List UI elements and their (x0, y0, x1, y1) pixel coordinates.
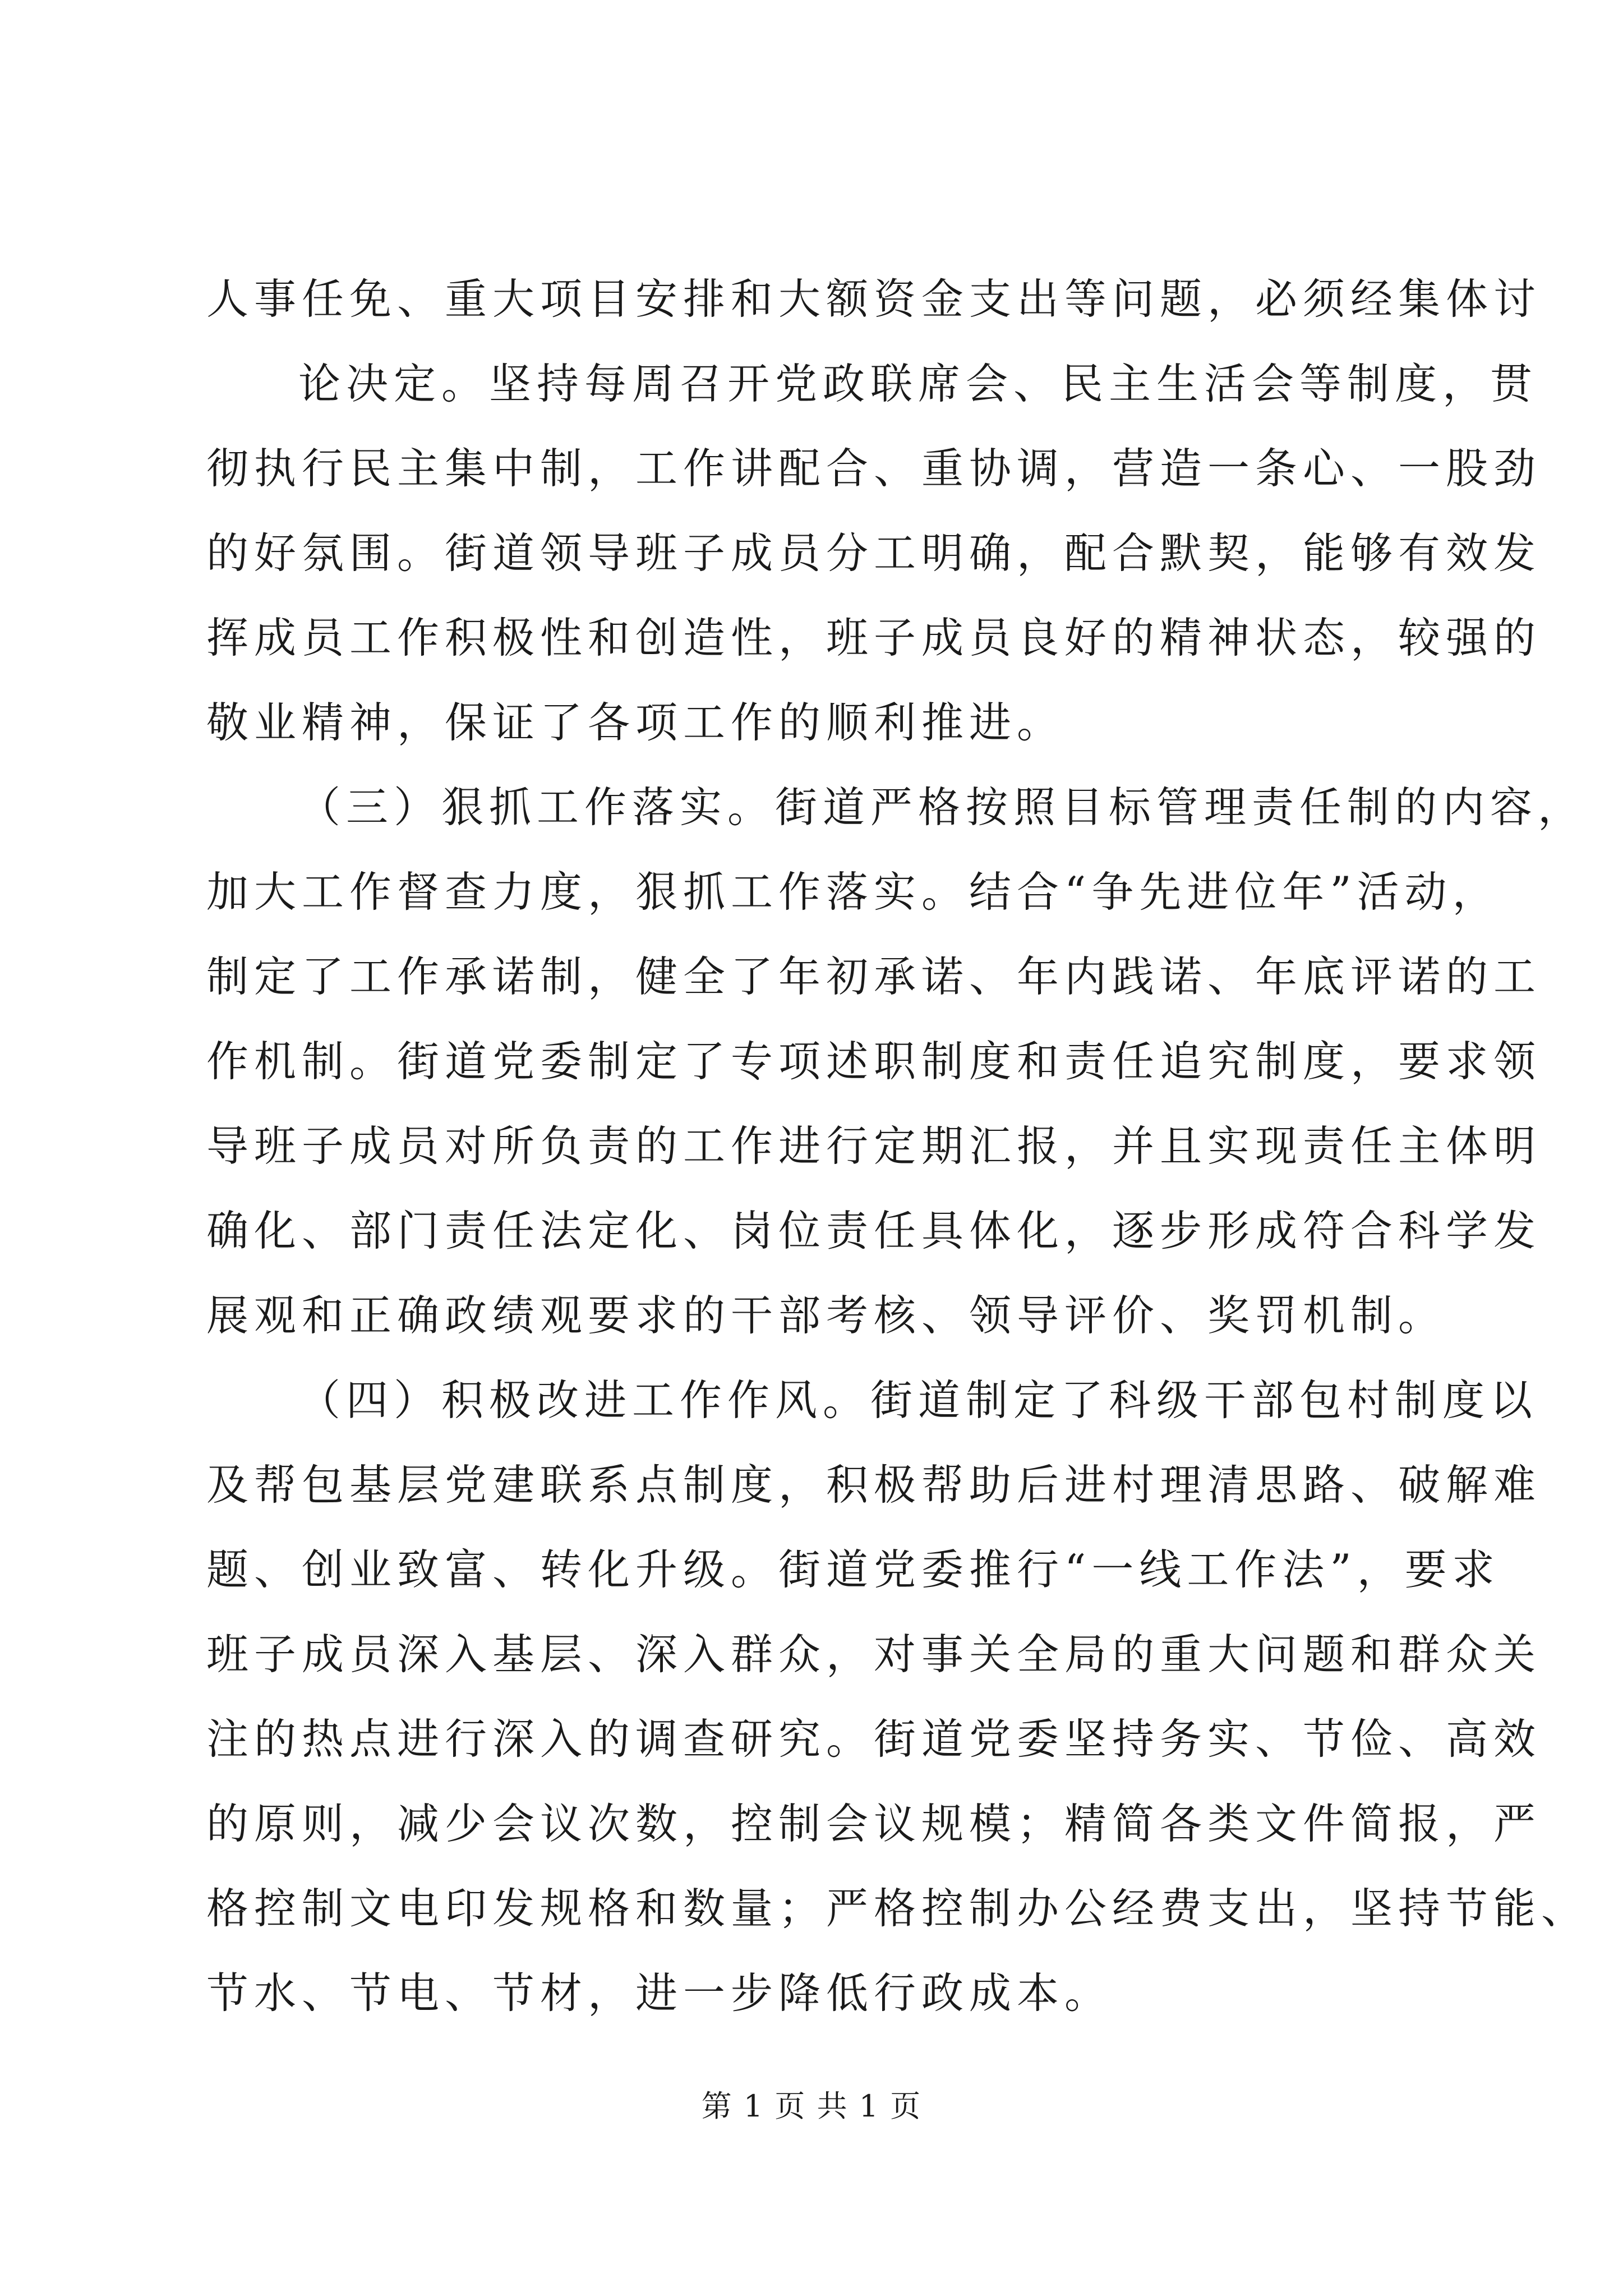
text-line: 挥成员工作积极性和创造性，班子成员良好的精神状态，较强的 (206, 613, 1542, 662)
text-line: 作机制。街道党委制定了专项述职制度和责任追究制度，要求领 (206, 1037, 1542, 1086)
text-line: 加大工作督查力度，狠抓工作落实。结合“争先进位年”活动， (206, 867, 1500, 917)
text-line: 及帮包基层党建联系点制度，积极帮助后进村理清思路、破解难 (206, 1460, 1542, 1510)
paragraph-heading-4: （四）积极改进工作作风。街道制定了科级干部包村制度以 (298, 1375, 1538, 1425)
text-line: 注的热点进行深入的调查研究。街道党委坚持务实、节俭、高效 (206, 1714, 1542, 1764)
text-line: 导班子成员对所负责的工作进行定期汇报，并且实现责任主体明 (206, 1121, 1542, 1171)
text-line: 的好氛围。街道领导班子成员分工明确，配合默契，能够有效发 (206, 528, 1542, 578)
text-line: 的原则，减少会议次数，控制会议规模；精简各类文件简报，严 (206, 1799, 1542, 1848)
text-line: 格控制文电印发规格和数量；严格控制办公经费支出，坚持节能、 (206, 1884, 1589, 1933)
text-line: 展观和正确政绩观要求的干部考核、领导评价、奖罚机制。 (206, 1291, 1446, 1340)
text-line: 制定了工作承诺制，健全了年初承诺、年内践诺、年底评诺的工 (206, 952, 1542, 1001)
text-line: 题、创业致富、转化升级。街道党委推行“一线工作法”，要求 (206, 1545, 1500, 1594)
paragraph-heading-3: （三）狠抓工作落实。街道严格按照目标管理责任制的内容， (298, 783, 1586, 832)
text-line: 论决定。坚持每周召开党政联席会、民主生活会等制度，贯 (298, 359, 1538, 408)
document-body (206, 257, 1589, 2036)
text-line: 敬业精神，保证了各项工作的顺利推进。 (206, 698, 1065, 747)
text-line: 班子成员深入基层、深入群众，对事关全局的重大问题和群众关 (206, 1630, 1542, 1679)
page-number-footer: 第 1 页 共 1 页 (701, 2088, 922, 2124)
text-line: 人事任免、重大项目安排和大额资金支出等问题，必须经集体讨 (206, 274, 1542, 324)
text-line: 彻执行民主集中制，工作讲配合、重协调，营造一条心、一股劲 (206, 444, 1542, 493)
text-line: 节水、节电、节材，进一步降低行政成本。 (206, 1968, 1113, 2018)
text-line: 确化、部门责任法定化、岗位责任具体化，逐步形成符合科学发 (206, 1206, 1542, 1255)
